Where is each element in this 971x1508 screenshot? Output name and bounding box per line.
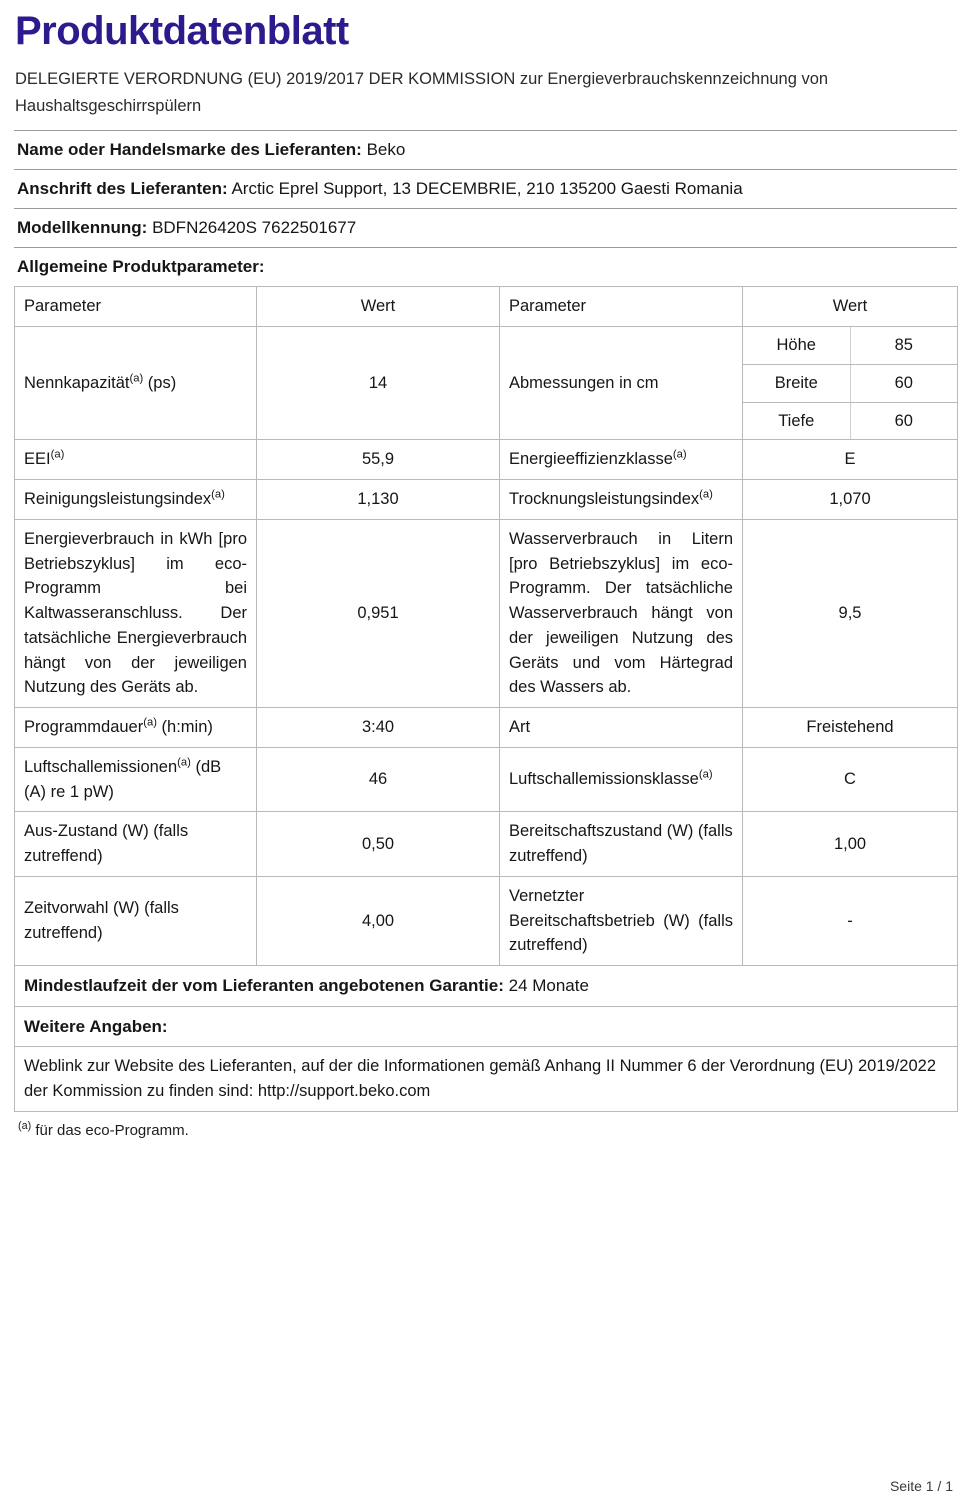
general-parameters-heading: Allgemeine Produktparameter: [17,257,265,277]
dimension-label-depth: Tiefe [743,402,850,439]
parameter-value-airborne-noise-class: C [743,747,958,812]
parameter-value-program-duration: 3:40 [257,708,500,748]
weblink-row [15,1047,958,1112]
parameter-value-dimensions [743,327,958,440]
parameter-text: Energieeffizienzklasse [509,450,673,469]
supplier-address-label: Anschrift des Lieferanten: [17,179,228,199]
parameter-text: EEI [24,450,51,469]
table-row [14,170,957,209]
table-row [15,1006,958,1047]
further-information-row [15,1006,958,1047]
table-row [15,966,958,1007]
parameter-label-off-mode: Aus-Zustand (W) (falls zutreffend) [15,812,257,877]
supplier-website-url[interactable]: http://support.beko.com [257,1081,431,1100]
parameter-value-standby-mode: 1,00 [743,812,958,877]
parameter-label-energy-efficiency-class [500,440,743,480]
column-header-value-1: Wert [257,287,500,327]
parameter-value-water-consumption: 9,5 [743,519,958,707]
product-information-sheet [0,8,971,1508]
footnote-marker: (a) [211,488,225,501]
footnote-marker: (a) [672,448,687,461]
parameter-text: Trocknungsleistungsindex [509,490,700,509]
parameter-label-type: Art [500,708,743,748]
warranty-row [15,966,958,1007]
supplier-address-value: Arctic Eprel Support, 13 DECEMBRIE, 210 135200 Gaesti Romania [231,179,743,199]
parameter-label-airborne-noise-class [500,747,743,812]
table-row [743,327,957,364]
model-identifier-cell [14,209,957,248]
footnote [18,1119,957,1139]
footnote-marker: (a) [129,372,144,385]
parameter-value-cleaning-performance-index: 1,130 [257,480,500,520]
parameter-text: Nennkapazität [24,373,130,392]
warranty-label: Mindestlaufzeit der vom Lieferanten angebotenen Garantie: [24,976,504,996]
parameter-value-rated-capacity: 14 [257,327,500,440]
parameter-text: Reinigungsleistungsindex [24,490,212,509]
parameter-label-delay-start: Zeitvorwahl (W) (falls zutreffend) [15,876,257,965]
dimension-value-width: 60 [850,364,957,402]
table-row [743,364,957,402]
parameter-label-energy-consumption: Energieverbrauch in kWh [pro Betriebszyklus] im eco-Programm bei Kaltwasseranschluss. Der tatsächliche Energieverbrauch hängt von der jeweiligen Nutzung des Geräts ab. [15,519,257,707]
supplier-name-label: Name oder Handelsmarke des Lieferanten: [17,140,362,160]
footnote-marker: (a) [143,716,157,729]
parameter-value-energy-consumption: 0,951 [257,519,500,707]
footnote-text: für das eco-Programm. [31,1121,189,1139]
supplier-address-cell [14,170,957,209]
footnote-marker: (a) [50,448,65,461]
weblink-description: Weblink zur Website des Lieferanten, auf der die Informationen gemäß Anhang II Nummer 6 der Verordnung (EU) 2019/2022 der Kommission zu finden sind: [24,1057,936,1100]
general-parameters-heading-cell [14,248,957,287]
table-row [14,248,957,287]
table-row [15,812,958,877]
footnote-marker: (a) [18,1119,32,1132]
parameter-unit: (ps) [143,373,177,392]
product-parameters-table [14,286,958,1111]
parameter-label-rated-capacity [15,327,257,440]
table-row [15,876,958,965]
table-row [15,747,958,812]
table-row [743,402,957,439]
parameter-value-delay-start: 4,00 [257,876,500,965]
parameter-text: Programmdauer [24,718,144,737]
parameter-label-standby-mode: Bereitschaftszustand (W) (falls zutreffend) [500,812,743,877]
parameter-label-drying-performance-index [500,480,743,520]
parameter-value-eei: 55,9 [257,440,500,480]
table-row [15,1047,958,1112]
parameter-label-cleaning-performance-index [15,480,257,520]
table-header-row [15,287,958,327]
dimension-label-width: Breite [743,364,850,402]
dimensions-subtable [743,327,957,439]
page-number: Seite 1 / 1 [889,1478,953,1494]
parameter-label-program-duration [15,708,257,748]
further-information-label: Weitere Angaben: [24,1016,168,1036]
footnote-marker: (a) [699,488,713,501]
table-row [15,519,958,707]
model-identifier-label: Modellkennung: [17,218,148,238]
parameter-label-dimensions: Abmessungen in cm [500,327,743,440]
parameter-value-airborne-noise-emissions: 46 [257,747,500,812]
supplier-name-value: Beko [366,140,406,160]
footnote-marker: (a) [698,768,713,781]
parameter-value-energy-efficiency-class: E [743,440,958,480]
dimension-value-depth: 60 [894,411,913,430]
column-header-parameter-2: Parameter [500,287,743,327]
table-row [14,209,957,248]
parameter-text: Luftschallemissionen [24,757,178,776]
parameter-value-networked-standby: - [743,876,958,965]
footnote-marker: (a) [177,756,191,769]
table-row [15,480,958,520]
column-header-parameter-1: Parameter [15,287,257,327]
model-identifier-value: BDFN26420S 7622501677 [152,218,357,238]
page-title: Produktdatenblatt [15,9,349,53]
warranty-value: 24 Monate [508,976,589,996]
table-row [15,708,958,748]
table-row [15,327,958,440]
parameter-text: Luftschallemissionsklasse [509,770,699,789]
supplier-info-table [14,130,957,286]
dimension-value-height: 85 [850,327,957,364]
supplier-name-cell [14,131,957,170]
parameter-label-water-consumption: Wasserverbrauch in Litern [pro Betriebszyklus] im eco-Programm. Der tatsächliche Wasserverbrauch hängt von der jeweiligen Nutzung des Geräts und vom Härtegrad des Wassers ab. [500,519,743,707]
parameter-unit: (h:min) [156,718,213,737]
dimension-label-height: Höhe [743,327,850,364]
column-header-value-2: Wert [743,287,958,327]
parameter-label-eei [15,440,257,480]
regulation-subtitle: DELEGIERTE VERORDNUNG (EU) 2019/2017 DER KOMMISSION zur Energieverbrauchskennzeichnung von Haushaltsgeschirrspülern [15,70,829,115]
parameter-value-drying-performance-index: 1,070 [743,480,958,520]
parameter-unit: (dB (A) re 1 pW) [24,757,222,801]
parameter-value-type: Freistehend [743,708,958,748]
parameter-label-airborne-noise-emissions [15,747,257,812]
table-row [15,440,958,480]
table-row [14,131,957,170]
parameter-value-off-mode: 0,50 [257,812,500,877]
parameter-label-networked-standby: Vernetzter Bereitschaftsbetrieb (W) (falls zutreffend) [500,876,743,965]
